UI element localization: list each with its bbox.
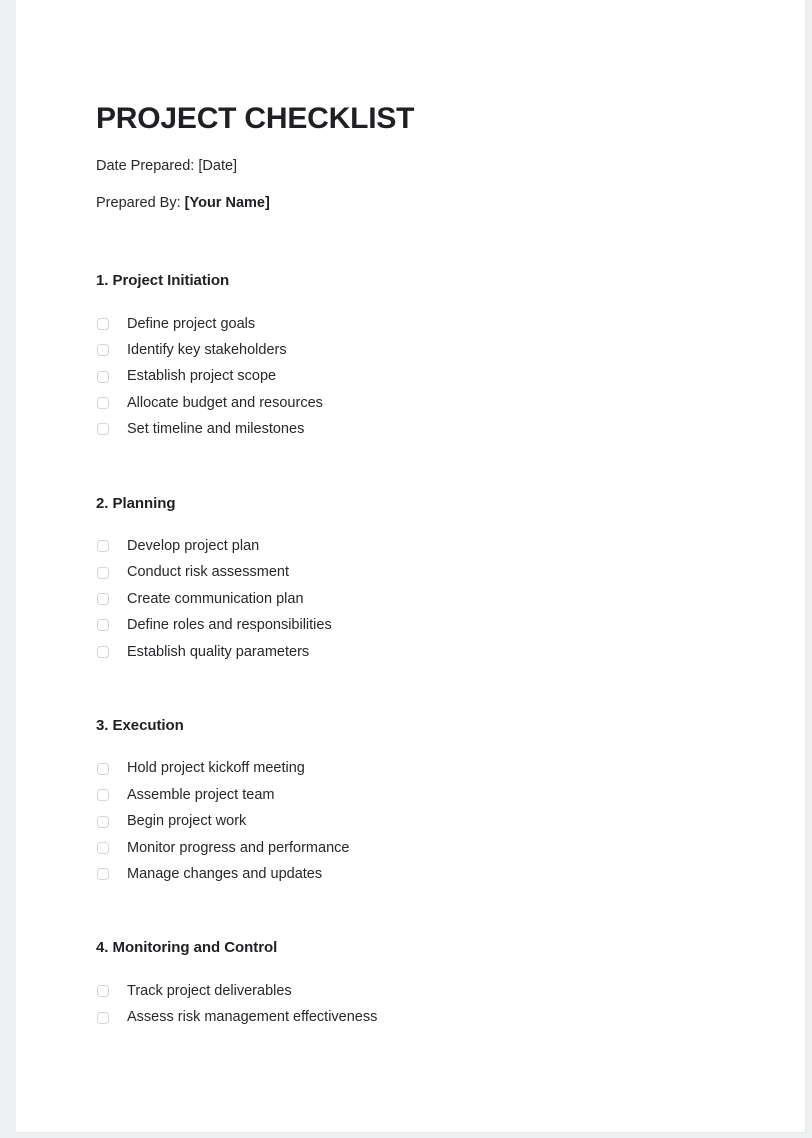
list-item-label: Hold project kickoff meeting <box>127 760 305 777</box>
checklist <box>96 958 736 1031</box>
list-item[interactable] <box>96 363 736 389</box>
list-item-label: Define roles and responsibilities <box>127 617 332 634</box>
list-item-label: Establish project scope <box>127 368 277 385</box>
prepared-by-line <box>96 177 736 214</box>
list-item[interactable] <box>96 1004 736 1030</box>
checkbox-icon[interactable] <box>97 540 109 552</box>
list-item-label: Set timeline and milestones <box>127 421 305 438</box>
list-item[interactable] <box>96 808 736 834</box>
list-item[interactable] <box>96 639 736 665</box>
list-item-label: Define project goals <box>127 315 256 332</box>
list-item[interactable] <box>96 861 736 887</box>
checkbox-icon[interactable] <box>97 1012 109 1024</box>
list-item-label: Begin project work <box>127 813 247 830</box>
section-heading: 2. Planning <box>96 494 176 512</box>
list-item[interactable] <box>96 416 736 442</box>
checkbox-icon[interactable] <box>97 763 109 775</box>
list-item[interactable] <box>96 782 736 808</box>
document-page <box>16 0 806 1133</box>
checkbox-icon[interactable] <box>97 593 109 605</box>
list-item[interactable] <box>96 586 736 612</box>
checkbox-icon[interactable] <box>97 619 109 631</box>
list-item-label: Monitor progress and performance <box>127 839 350 856</box>
section-heading: 4. Monitoring and Control <box>96 939 278 957</box>
list-item[interactable] <box>96 978 736 1004</box>
checklist <box>96 736 736 888</box>
section-execution <box>96 665 736 887</box>
checkbox-icon[interactable] <box>97 789 109 801</box>
list-item-label: Develop project plan <box>127 538 260 555</box>
list-item-label: Track project deliverables <box>127 982 292 999</box>
list-item-label: Create communication plan <box>127 590 304 607</box>
date-prepared-label: Date Prepared: <box>96 158 195 174</box>
section-project-initiation <box>96 213 736 442</box>
prepared-by-label: Prepared By: <box>96 194 181 211</box>
checkbox-icon[interactable] <box>97 868 109 880</box>
document-body <box>96 0 736 1031</box>
list-item-label: Assemble project team <box>127 786 275 803</box>
checkbox-icon[interactable] <box>97 397 109 409</box>
section-monitoring-and-control <box>96 887 736 1030</box>
list-item[interactable] <box>96 311 736 337</box>
date-prepared-value[interactable]: [Date] <box>198 158 238 174</box>
checkbox-icon[interactable] <box>97 344 109 356</box>
checklist <box>96 291 736 443</box>
list-item[interactable] <box>96 559 736 585</box>
checkbox-icon[interactable] <box>97 567 109 579</box>
checkbox-icon[interactable] <box>97 816 109 828</box>
list-item[interactable] <box>96 533 736 559</box>
checkbox-icon[interactable] <box>97 646 109 658</box>
list-item-label: Identify key stakeholders <box>127 341 287 358</box>
section-planning <box>96 443 736 665</box>
checkbox-icon[interactable] <box>97 371 109 383</box>
prepared-by-value[interactable]: [Your Name] <box>184 194 270 211</box>
date-prepared-line <box>96 137 736 177</box>
checkbox-icon[interactable] <box>97 985 109 997</box>
list-item-label: Manage changes and updates <box>127 866 323 883</box>
list-item-label: Allocate budget and resources <box>127 394 323 411</box>
list-item-label: Assess risk management effectiveness <box>127 1009 378 1026</box>
section-heading: 1. Project Initiation <box>96 272 230 290</box>
list-item[interactable] <box>96 390 736 416</box>
checkbox-icon[interactable] <box>97 423 109 435</box>
checkbox-icon[interactable] <box>97 318 109 330</box>
list-item[interactable] <box>96 612 736 638</box>
list-item-label: Establish quality parameters <box>127 643 310 660</box>
list-item[interactable] <box>96 337 736 363</box>
page-title: PROJECT CHECKLIST <box>96 102 415 135</box>
checkbox-icon[interactable] <box>97 842 109 854</box>
section-heading: 3. Execution <box>96 717 184 735</box>
list-item[interactable] <box>96 756 736 782</box>
list-item-label: Conduct risk assessment <box>127 564 289 581</box>
checklist <box>96 513 736 665</box>
list-item[interactable] <box>96 835 736 861</box>
